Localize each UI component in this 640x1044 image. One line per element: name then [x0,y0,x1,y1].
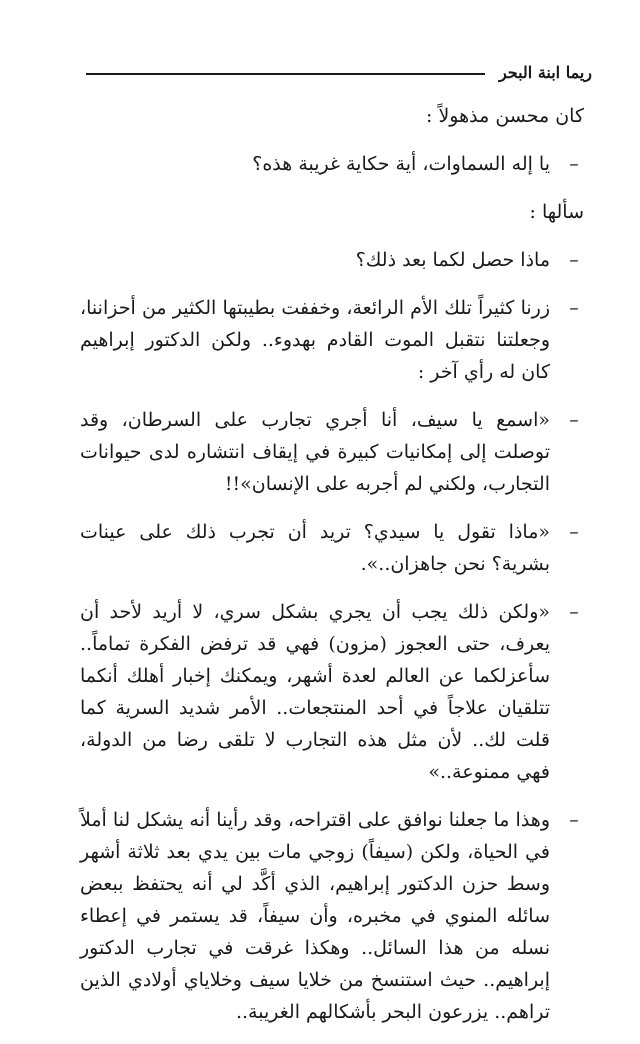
paragraph-text: وهذا ما جعلنا نوافق على اقتراحه، وقد رأينا أنه يشكل لنا أملاً في الحياة، ولكن (سيفاً) زوجي مات بين يدي بعد ثلاثة أشهر وسط حزن الدكتور إبراهيم، الذي أكَّد لي أنه يحتفظ ببعض سائله المنوي في مخبره، وأن سيفاً، قد يستمر في إعطاء نسله من هذا السائل.. وهكذا غرقت في تجارب الدكتور إبراهيم.. حيث استنسخ من خلايا سيف وخلاياي أولادي الذين تراهم.. يزرعون البحر بأشكالهم الغريبة.. [80,809,550,1023]
dialogue-paragraph [80,292,584,388]
paragraph-text: ماذا حصل لكما بعد ذلك؟ [355,249,550,271]
body-text [80,100,584,1044]
running-title: ريما ابنة البحر [498,62,592,82]
dialogue-dash: – [569,409,579,431]
paragraph-text: «اسمع يا سيف، أنا أجري تجارب على السرطان، وقد توصلت إلى إمكانيات كبيرة في إيقاف انتشاره لدى حيوانات التجارب، ولكني لم أجربه على الإنسان»!! [80,409,550,495]
dialogue-paragraph [80,404,584,500]
paragraph-text: زرنا كثيراً تلك الأم الرائعة، وخففت بطيبتها الكثير من أحزاننا، وجعلتنا نتقبل الموت القادم بهدوء.. ولكن الدكتور إبراهيم كان له رأي آخر : [80,297,550,383]
dialogue-paragraph [80,148,584,180]
dialogue-dash: – [569,601,579,623]
dialogue-dash: – [569,297,579,319]
paragraph [80,100,584,132]
dialogue-dash: – [569,249,579,271]
dialogue-dash: – [569,809,579,831]
dialogue-dash: – [569,153,579,175]
header-rule [86,73,485,75]
dialogue-paragraph [80,244,584,276]
paragraph-text: «ماذا تقول يا سيدي؟ تريد أن تجرب ذلك على عينات بشرية؟ نحن جاهزان..». [80,521,550,575]
paragraph-text: يا إله السماوات، أية حكاية غريبة هذه؟ [252,153,550,175]
dialogue-dash: – [569,521,579,543]
paragraph-text: «ولكن ذلك يجب أن يجري بشكل سري، لا أريد لأحد أن يعرف، حتى العجوز (مزون) فهي قد ترفض الفكرة تماماً.. سأعزلكما عن العالم لعدة أشهر، ويمكنك إخبار أهلك أنكما تتلقيان علاجاً في أحد المنتجعات.. الأمر شديد السرية كما قلت لك.. لأن مثل هذه التجارب لا تلقى رضا من الدولة، فهي ممنوعة..» [80,601,550,783]
paragraph-text: سألها : [529,201,584,223]
dialogue-paragraph [80,516,584,580]
running-header [86,58,592,86]
dialogue-paragraph [80,596,584,788]
paragraph-text: كان محسن مذهولاً : [426,105,584,127]
dialogue-paragraph [80,804,584,1028]
paragraph [80,196,584,228]
